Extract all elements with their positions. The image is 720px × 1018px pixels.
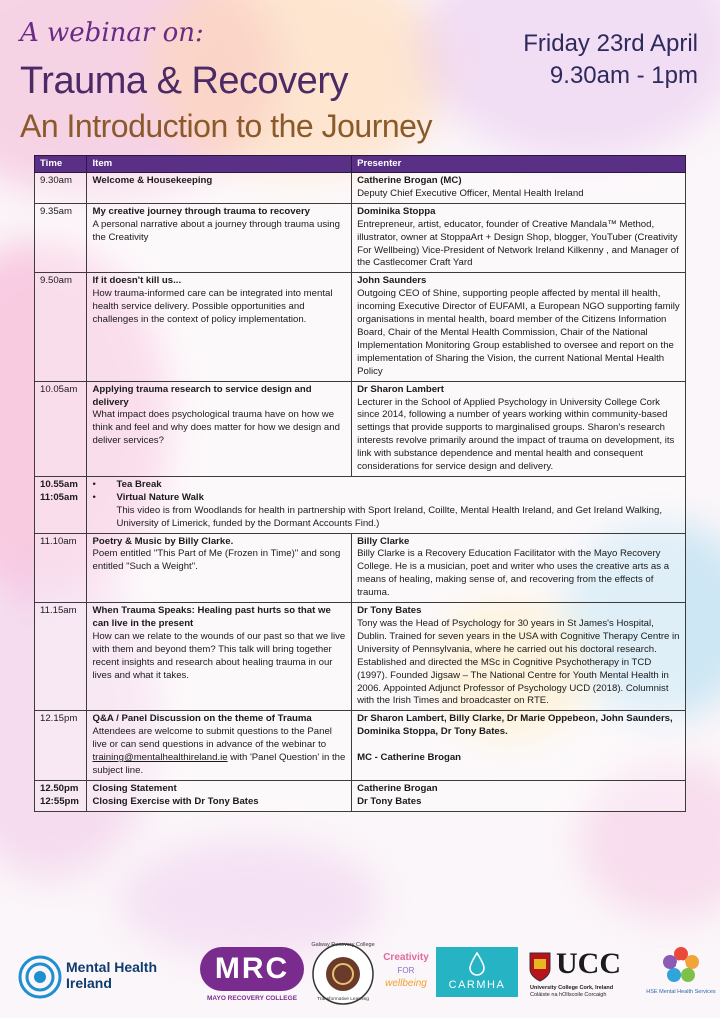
row-item	[87, 780, 352, 811]
agenda-break-row	[35, 476, 686, 533]
break-time-end: 11:05am	[40, 491, 78, 503]
item-title: If it doesn't kill us...	[92, 275, 182, 287]
item-title: Poetry & Music by Billy Clarke.	[92, 535, 234, 547]
carmha-logo	[436, 947, 518, 997]
row-presenter	[352, 173, 686, 204]
cfw-line3: wellbeing	[385, 978, 427, 989]
mayo-recovery-college-logo	[200, 945, 304, 1007]
item-description: A personal narrative about a journey through trauma using the Creativity	[92, 218, 340, 243]
row-presenter	[352, 273, 686, 381]
row-time: 12.15pm	[35, 711, 87, 781]
page-title: Trauma & Recovery	[20, 60, 348, 102]
presenter-name: Dominika Stoppa	[357, 205, 436, 217]
closing-presenter-2: Dr Tony Bates	[357, 795, 422, 807]
item-title: My creative journey through trauma to recovery	[92, 205, 311, 217]
training-email-link[interactable]: training@mentalhealthireland.ie	[92, 752, 228, 764]
item-title: When Trauma Speaks: Healing past hurts so that we can live in the present	[92, 605, 331, 629]
item-title: Applying trauma research to service design and delivery	[92, 383, 312, 408]
carmha-name: CARMHA	[448, 979, 506, 991]
panel-desc-pre: Attendees are welcome to submit questions to the Panel live or can send questions in advance of the webinar to	[92, 726, 332, 751]
tea-break-label: Tea Break	[116, 478, 162, 490]
presenter-name: Billy Clarke	[357, 535, 410, 547]
break-item	[87, 476, 686, 533]
col-header-item: Item	[87, 156, 352, 173]
presenter-bio: Deputy Chief Executive Officer, Mental Health Ireland	[357, 187, 584, 199]
agenda-panel-row	[35, 711, 686, 781]
nature-walk-label: Virtual Nature Walk	[116, 491, 204, 503]
agenda-table	[34, 155, 686, 812]
break-bullet-item	[92, 492, 680, 505]
mhi-line2: Ireland	[66, 975, 112, 991]
row-item	[87, 381, 352, 476]
agenda-closing-row	[35, 780, 686, 811]
row-presenter	[352, 381, 686, 476]
agenda-row	[35, 173, 686, 204]
item-description: How can we relate to the wounds of our past so that we live with them and beyond them? This talk will bring together recent insights and research about healing trauma in our lives and what it takes.	[92, 630, 346, 681]
row-item	[87, 273, 352, 381]
row-presenter	[352, 533, 686, 603]
mrc-letters: MRC	[200, 947, 304, 991]
carmha-drop-icon	[436, 947, 518, 977]
closing-item-2: Closing Exercise with Dr Tony Bates	[92, 795, 259, 807]
row-time: 9.35am	[35, 203, 87, 273]
page-subtitle: An Introduction to the Journey	[20, 108, 432, 144]
panel-desc-post: with 'Panel Question' in the subject line.	[92, 752, 346, 776]
item-description	[92, 726, 346, 778]
row-item	[87, 533, 352, 603]
partner-logos	[0, 935, 720, 1018]
break-bullet-item	[92, 479, 680, 492]
row-time	[35, 780, 87, 811]
presenter-bio: Tony was the Head of Psychology for 30 years in St James's Hospital, Dublin. Trained for seven years in the USA with Cognitive Therapy Centre in University of Pennsylvania, where he carried out his doctoral research. Established and directed the MSc in Cognitive Psychotherapy in TCD (1997). Founded Jigsaw – The National Centre for Youth Mental Health in 2006. Appointed Adjunct Professor of Psychology UCD (2018). Columnist with the Irish Times and broadcaster on RTE.	[357, 618, 680, 707]
item-description: What impact does psychological trauma have on how we think and feel and why does matter for how we design and deliver services?	[92, 409, 340, 447]
agenda-row	[35, 203, 686, 273]
presenter-bio: Lecturer in the School of Applied Psychology in University College Cork since 2014, following a number of years working within community-based settings that provide supports to marginalised groups. Sharon's research interests revolve primarily around the impact of trauma on development, its link with substance dependence and mental health and consequent considerations for service design and delivery.	[357, 396, 675, 473]
mhi-line1: Mental Health	[66, 959, 158, 975]
closing-presenter-1: Catherine Brogan	[357, 782, 438, 794]
ucc-subtitle-2: Coláiste na hOllscoile Corcaigh	[530, 992, 607, 998]
bullet-icon: •	[92, 491, 96, 503]
nature-walk-description: This video is from Woodlands for health in partnership with Sport Ireland, Coillte, Mental Health Ireland, and Get Ireland Walking, University of Limerick, funded by the Dormant Accounts Find.)	[116, 504, 663, 529]
row-item	[87, 203, 352, 273]
cfw-line1: Creativity	[383, 952, 429, 963]
item-description: Poem entitled "This Part of Me (Frozen in Time)" and song entitled "Such a Weight".	[92, 548, 341, 573]
hse-mental-health-logo	[646, 945, 716, 1009]
presenter-name: Catherine Brogan (MC)	[357, 175, 462, 186]
closing-time-2: 12:55pm	[40, 795, 79, 807]
agenda-row	[35, 533, 686, 603]
row-presenter	[352, 711, 686, 781]
row-time: 11.10am	[35, 533, 87, 603]
row-presenter	[352, 203, 686, 273]
presenter-name: John Saunders	[357, 275, 427, 287]
row-item	[87, 711, 352, 781]
page-header	[0, 0, 720, 155]
event-date: Friday 23rd April	[523, 30, 698, 57]
galway-arc-text: Galway Recovery College	[311, 942, 375, 948]
item-title: Q&A / Panel Discussion on the theme of Trauma	[92, 713, 312, 725]
mrc-subtitle: MAYO RECOVERY COLLEGE	[206, 995, 298, 1002]
agenda-row	[35, 381, 686, 476]
ucc-subtitle-1: University College Cork, Ireland	[530, 985, 614, 991]
col-header-time: Time	[35, 156, 87, 173]
row-time: 11.15am	[35, 603, 87, 711]
row-time: 10.05am	[35, 381, 87, 476]
row-presenter	[352, 603, 686, 711]
hse-flower-icon	[661, 945, 701, 985]
webinar-kicker: A webinar on:	[20, 18, 204, 48]
agenda-row	[35, 273, 686, 381]
item-description: How trauma-informed care can be integrated into mental health service delivery. Possible opportunities and challenges in the context of policy implementation.	[92, 288, 333, 326]
cfw-line2: FOR	[397, 966, 415, 975]
row-item	[87, 603, 352, 711]
event-time: 9.30am - 1pm	[549, 62, 698, 89]
panel-presenters: Dr Sharon Lambert, Billy Clarke, Dr Marie Oppebeon, John Saunders, Dominika Stoppa, Dr Tony Bates.	[357, 713, 673, 738]
mhi-swirl-icon	[18, 955, 62, 999]
ucc-logo	[528, 947, 644, 1005]
creativity-for-wellbeing-logo	[380, 951, 432, 1003]
item-title: Welcome & Housekeeping	[92, 175, 213, 186]
row-time: 9.30am	[35, 173, 87, 204]
galway-recovery-college-logo	[310, 941, 376, 1007]
bullet-icon: •	[92, 478, 96, 490]
col-header-presenter: Presenter	[352, 156, 686, 173]
closing-item-1: Closing Statement	[92, 782, 177, 794]
closing-time-1: 12.50pm	[40, 782, 79, 794]
presenter-bio: Billy Clarke is a Recovery Education Facilitator with the Mayo Recovery College. He is a musician, poet and writer who uses the creative arts as a means of healing, making sense of, and recovering from the effects of trauma.	[357, 548, 670, 599]
presenter-name: Dr Tony Bates	[357, 605, 422, 617]
ucc-letters: UCC	[556, 947, 621, 980]
break-time-start: 10.55am	[40, 478, 78, 490]
agenda-row	[35, 603, 686, 711]
row-time: 9.50am	[35, 273, 87, 381]
mental-health-ireland-logo	[18, 953, 178, 1001]
hse-name: HSE Mental Health Services	[646, 989, 716, 995]
row-presenter	[352, 780, 686, 811]
presenter-name: Dr Sharon Lambert	[357, 383, 444, 395]
galway-subtitle: Transformative Learning	[317, 997, 369, 1002]
panel-mc: MC - Catherine Brogan	[357, 752, 462, 764]
row-item	[87, 173, 352, 204]
ucc-crest-icon	[528, 951, 552, 983]
presenter-bio: Entrepreneur, artist, educator, founder of Creative Mandala™ Method, illustrator, owner at StoppaArt + Design Shop, blogger, YouTuber (Creativity For Wellbeing) Vice-President of Network Ireland Kilkenny , and Manager of the Castlecomer Craft Yard	[357, 218, 679, 269]
mhi-name	[66, 959, 157, 991]
agenda-header-row	[35, 156, 686, 173]
row-time	[35, 476, 87, 533]
presenter-bio: Outgoing CEO of Shine, supporting people affected by mental ill health, incoming Executive Director of EUFAMI, a European NGO supporting family organisations in mental health, board member of the Citizens Information Board, Chair of the Mental Health Commission, Chair of the National Implementation Monitoring Group established to oversee and report on the implementation of Sharing the Vision, the current National Mental Health Policy	[357, 288, 680, 377]
event-datetime	[523, 28, 698, 92]
